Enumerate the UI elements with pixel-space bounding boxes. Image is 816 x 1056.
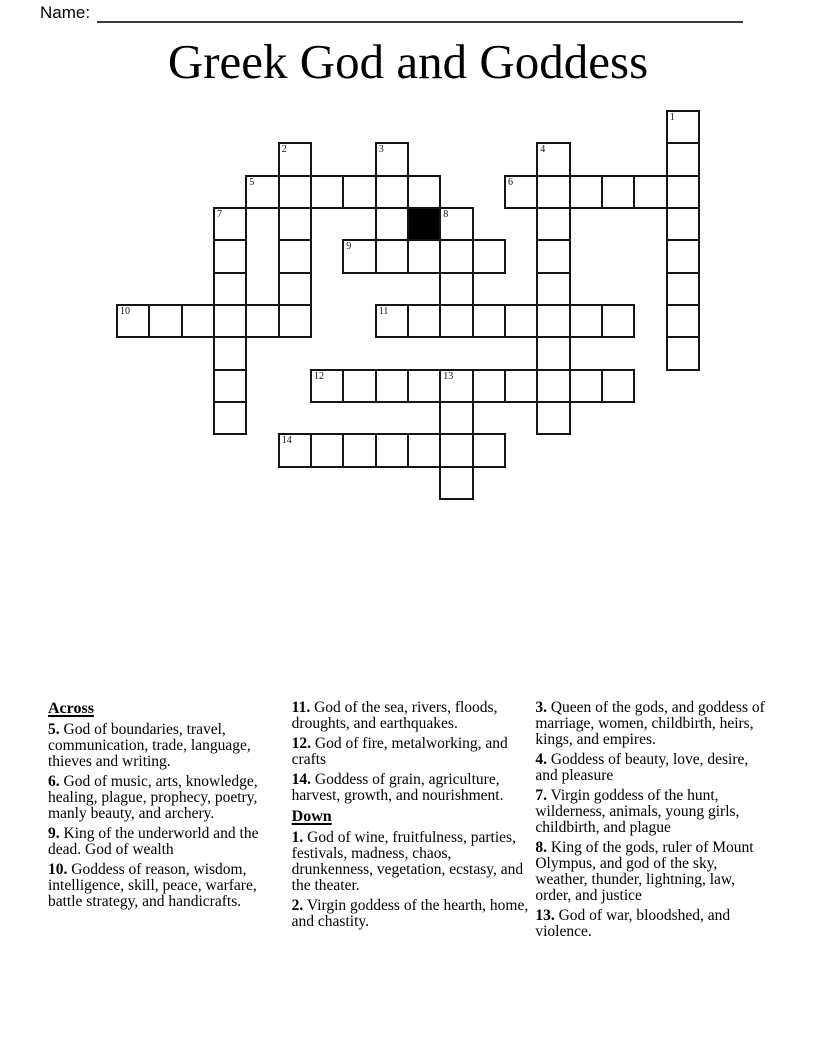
grid-cell-r4c3[interactable] [213, 239, 247, 273]
cell-number: 6 [508, 176, 513, 188]
grid-cell-r10c7[interactable] [342, 433, 376, 467]
clue-14: 14. Goddess of grain, agriculture, harvest, growth, and nourishment. [291, 771, 504, 804]
grid-cell-r8c7[interactable] [342, 369, 376, 403]
grid-cell-r2c12[interactable] [504, 175, 538, 209]
clue-number: 5. [48, 721, 60, 738]
cell-number: 5 [249, 176, 255, 188]
cell-number: 12 [314, 370, 324, 382]
grid-cell-r10c9[interactable] [407, 433, 441, 467]
grid-cell-r9c3[interactable] [213, 401, 247, 435]
grid-cell-r9c10[interactable] [439, 401, 473, 435]
clue-3: 3. Queen of the gods, and goddess of marriage, women, childbirth, heirs, kings, and empires. [535, 699, 765, 748]
clue-number: 6. [48, 773, 60, 790]
grid-cell-r8c12[interactable] [504, 369, 538, 403]
grid-cell-r2c14[interactable] [569, 175, 603, 209]
grid-cell-r5c13[interactable] [536, 272, 570, 306]
grid-cell-r10c10[interactable] [439, 433, 473, 467]
grid-cell-r1c5[interactable] [278, 142, 312, 176]
grid-cell-r5c3[interactable] [213, 272, 247, 306]
grid-cell-r6c1[interactable] [148, 304, 182, 338]
grid-cell-r8c10[interactable] [439, 369, 473, 403]
clue-number: 4. [535, 751, 547, 768]
cell-number: 7 [217, 209, 222, 220]
grid-cell-r8c8[interactable] [375, 369, 409, 403]
grid-cell-r6c11[interactable] [472, 304, 506, 338]
name-row [40, 3, 743, 23]
clue-4: 4. Goddess of beauty, love, desire, and pleasure [535, 751, 749, 784]
grid-cell-r7c17[interactable] [666, 336, 700, 370]
clue-number: 7. [535, 787, 547, 804]
grid-cell-r10c8[interactable] [375, 433, 409, 467]
cell-number: 8 [443, 209, 449, 220]
grid-cell-r2c7[interactable] [342, 175, 376, 209]
clue-2: 2. Virgin goddess of the hearth, home, and chastity. [291, 897, 529, 930]
clue-12: 12. God of fire, metalworking, and crafts [291, 735, 508, 768]
grid-cell-r6c10[interactable] [439, 304, 473, 338]
clue-11: 11. God of the sea, rivers, floods, droughts, and earthquakes. [291, 699, 498, 732]
clue-number: 3. [535, 699, 547, 716]
grid-cell-r6c9[interactable] [407, 304, 441, 338]
grid-cell-r4c10[interactable] [439, 239, 473, 273]
grid-cell-r6c15[interactable] [601, 304, 635, 338]
grid-cell-r5c10[interactable] [439, 272, 473, 306]
cell-number: 13 [443, 370, 454, 382]
clue-7: 7. Virgin goddess of the hunt, wilderness, animals, young girls, childbirth, and plague [535, 787, 740, 836]
grid-cell-r6c13[interactable] [536, 304, 570, 338]
grid-cell-r10c5[interactable] [278, 433, 312, 467]
grid-cell-r5c5[interactable] [278, 272, 312, 306]
clue-number: 11. [291, 699, 311, 716]
grid-cell-r8c14[interactable] [569, 369, 603, 403]
grid-cell-r2c9[interactable] [407, 175, 441, 209]
clue-5: 5. God of boundaries, travel, communication, trade, language, thieves and writing. [48, 721, 251, 770]
grid-cell-r4c11[interactable] [472, 239, 506, 273]
clue-6: 6. God of music, arts, knowledge, healing, plague, prophecy, poetry, manly beauty, and archery. [48, 773, 258, 822]
grid-cell-r2c16[interactable] [633, 175, 667, 209]
clues-section [48, 700, 772, 944]
grid-cell-r2c6[interactable] [310, 175, 344, 209]
grid-cell-r6c8[interactable] [375, 304, 409, 338]
clue-number: 12. [291, 735, 312, 752]
grid-cell-r4c17[interactable] [666, 239, 700, 273]
grid-cell-r4c8[interactable] [375, 239, 409, 273]
clue-number: 13. [535, 907, 555, 924]
clues-column-3 [535, 700, 772, 944]
grid-cell-r2c17[interactable] [666, 175, 700, 209]
down-heading: Down [291, 808, 332, 825]
cell-number: 2 [281, 144, 287, 156]
grid-cell-r6c12[interactable] [504, 304, 538, 338]
black-cell [407, 207, 441, 241]
cell-number: 11 [378, 306, 389, 317]
clues-column-1 [48, 700, 285, 944]
grid-cell-r2c15[interactable] [601, 175, 635, 209]
grid-cell-r8c11[interactable] [472, 369, 506, 403]
name-label: Name: [40, 3, 91, 22]
clue-10: 10. Goddess of reason, wisdom, intelligence, skill, peace, warfare, battle strategy, and handicrafts. [48, 861, 257, 910]
clue-13: 13. God of war, bloodshed, and violence. [535, 907, 731, 940]
grid-cell-r4c9[interactable] [407, 239, 441, 273]
grid-cell-r3c10[interactable] [439, 207, 473, 241]
clue-number: 2. [291, 897, 304, 914]
grid-cell-r1c13[interactable] [536, 142, 570, 176]
grid-cell-r3c3[interactable] [213, 207, 247, 241]
clue-number: 14. [291, 771, 312, 788]
page-title: Greek God and Goddess [167, 34, 649, 89]
grid-cell-r8c15[interactable] [601, 369, 635, 403]
grid-cell-r6c2[interactable] [181, 304, 215, 338]
cell-number: 3 [378, 144, 384, 156]
grid-cell-r6c4[interactable] [245, 304, 279, 338]
grid-cell-r11c10[interactable] [439, 466, 473, 500]
clue-8: 8. King of the gods, ruler of Mount Olympus, and god of the sky, weather, thunder, lightning, law, order, and justice [535, 839, 754, 904]
grid-cell-r4c13[interactable] [536, 239, 570, 273]
grid-cell-r3c8[interactable] [375, 207, 409, 241]
cell-number: 9 [346, 241, 352, 253]
grid-cell-r6c17[interactable] [666, 304, 700, 338]
grid-cell-r9c13[interactable] [536, 401, 570, 435]
cell-number: 10 [120, 306, 130, 317]
across-heading: Across [48, 700, 94, 717]
clue-9: 9. King of the underworld and the dead. God of wealth [48, 825, 259, 858]
grid-cell-r3c17[interactable] [666, 207, 700, 241]
grid-cell-r8c9[interactable] [407, 369, 441, 403]
cell-number: 1 [669, 112, 675, 123]
clue-number: 1. [291, 829, 304, 846]
clue-number: 8. [535, 839, 547, 856]
grid-cell-r4c5[interactable] [278, 239, 312, 273]
cell-number: 4 [540, 144, 546, 156]
grid-cell-r4c7[interactable] [342, 239, 376, 273]
grid-cell-r10c6[interactable] [310, 433, 344, 467]
grid-cell-r3c5[interactable] [278, 207, 312, 241]
grid-cell-r8c6[interactable] [310, 369, 344, 403]
grid-cell-r8c13[interactable] [536, 369, 570, 403]
grid-cell-r1c17[interactable] [666, 142, 700, 176]
cell-number: 14 [281, 435, 292, 447]
clue-number: 10. [48, 861, 68, 878]
clue-1: 1. God of wine, fruitfulness, parties, festivals, madness, chaos, drunkenness, vegetation, ecstasy, and the theater. [291, 829, 524, 894]
grid-cell-r7c3[interactable] [213, 336, 247, 370]
grid-cell-r2c5[interactable] [278, 175, 312, 209]
grid-cell-r7c13[interactable] [536, 336, 570, 370]
grid-cell-r0c17[interactable] [666, 110, 700, 144]
clue-number: 9. [48, 825, 60, 842]
grid-cell-r6c0[interactable] [116, 304, 150, 338]
grid-cell-r6c14[interactable] [569, 304, 603, 338]
grid-cell-r6c5[interactable] [278, 304, 312, 338]
crossword-grid [116, 110, 702, 502]
name-blank-line[interactable] [97, 5, 743, 23]
grid-cell-r1c8[interactable] [375, 142, 409, 176]
grid-cell-r2c13[interactable] [536, 175, 570, 209]
grid-cell-r2c8[interactable] [375, 175, 409, 209]
grid-cell-r6c3[interactable] [213, 304, 247, 338]
clues-column-2 [292, 700, 529, 944]
grid-cell-r8c3[interactable] [213, 369, 247, 403]
grid-cell-r2c4[interactable] [245, 175, 279, 209]
grid-cell-r10c11[interactable] [472, 433, 506, 467]
grid-cell-r3c13[interactable] [536, 207, 570, 241]
grid-cell-r5c17[interactable] [666, 272, 700, 306]
